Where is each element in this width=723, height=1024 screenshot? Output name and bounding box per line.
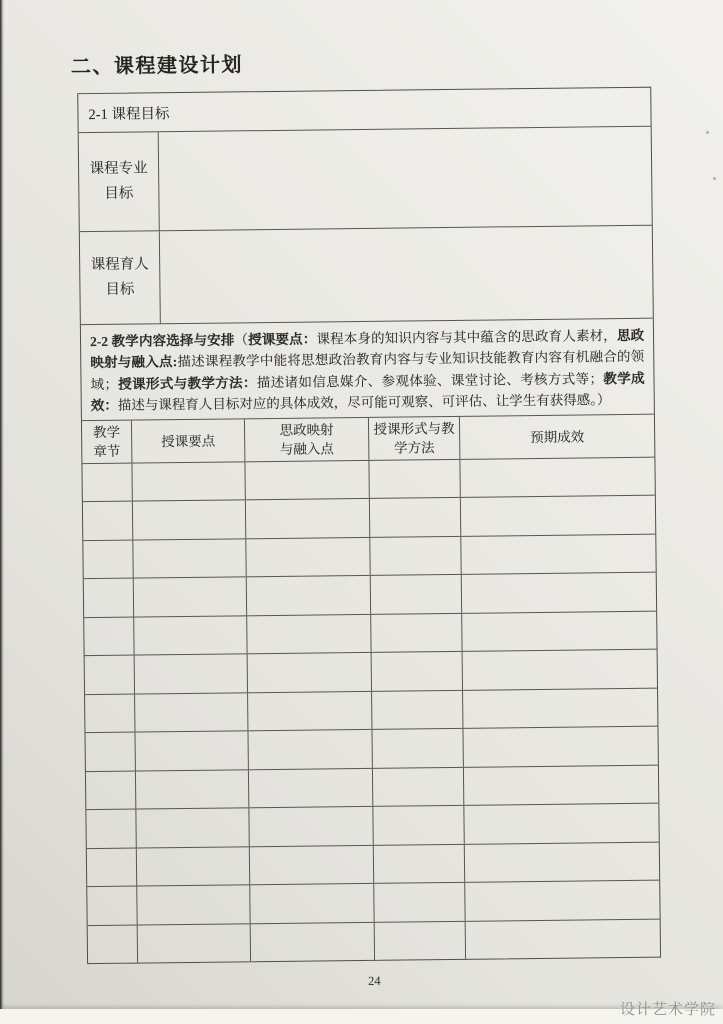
empty-table-cell — [137, 885, 250, 924]
row-label-education-objective — [80, 231, 161, 324]
empty-table-cell — [464, 765, 658, 805]
empty-table-cell — [460, 458, 654, 498]
empty-table-cell — [466, 919, 660, 959]
empty-table-cell — [84, 617, 134, 655]
empty-table-cell — [250, 846, 374, 885]
column-header-teaching-method — [369, 417, 460, 460]
empty-table-cell — [370, 498, 461, 536]
column-header-expected-results — [460, 415, 654, 459]
empty-table-cell — [372, 729, 463, 767]
empty-table-cell — [82, 464, 132, 502]
empty-table-cell — [375, 921, 466, 959]
note-segment: 授课形式与教学方法： — [117, 374, 257, 392]
section-2-2-note — [81, 319, 654, 421]
header-line: 预期成效 — [530, 428, 585, 445]
empty-table-cell — [135, 732, 248, 771]
note-segment: 描述与课程育人目标对应的具体成效，尽可能可观察、可评估、让学生有获得感。） — [117, 392, 611, 413]
empty-table-cell — [245, 461, 369, 500]
table-row — [84, 612, 656, 657]
empty-table-cell — [85, 656, 135, 694]
column-header-ideology-mapping — [245, 418, 369, 461]
header-line: 与融入点 — [279, 441, 334, 457]
empty-table-cell — [87, 848, 137, 886]
note-segment: （ — [234, 332, 249, 348]
empty-table-cell — [369, 460, 460, 498]
empty-table-cell — [85, 694, 135, 732]
empty-table-cell — [251, 923, 375, 962]
empty-table-cell — [246, 538, 370, 577]
column-header-lecture-points — [132, 419, 245, 462]
note-segment: 描述课程教学中能将思想政治教育内容与专业知识技能教育内容有机融合的领域； — [90, 349, 645, 392]
empty-table-cell — [371, 575, 462, 613]
empty-table-cell — [248, 692, 372, 731]
scan-bottom-edge — [0, 1009, 723, 1024]
empty-table-cell — [86, 771, 136, 809]
empty-table-cell — [370, 537, 461, 575]
header-line: 学方法 — [393, 440, 435, 456]
table-row — [82, 458, 654, 503]
empty-rows — [82, 458, 660, 963]
table-row — [86, 765, 658, 810]
page-title: 二、课程建设计划 — [70, 54, 244, 79]
label-line: 课程专业 — [89, 160, 148, 178]
course-plan-form — [77, 87, 661, 964]
empty-table-cell — [461, 535, 655, 575]
empty-table-cell — [83, 502, 133, 540]
header-line: 授课形式与教 — [373, 420, 455, 437]
label-line: 课程育人 — [90, 256, 149, 274]
empty-table-cell — [85, 733, 135, 771]
empty-table-cell — [249, 807, 373, 846]
table-row — [86, 804, 658, 849]
empty-table-cell — [84, 579, 134, 617]
watermark: 设计艺术学院 — [619, 1002, 716, 1018]
label-line: 目标 — [104, 185, 134, 202]
empty-table-cell — [464, 804, 658, 844]
empty-table-cell — [372, 691, 463, 729]
empty-table-cell — [461, 496, 655, 536]
empty-table-cell — [463, 727, 657, 767]
table-row — [83, 535, 655, 580]
empty-table-cell — [373, 768, 464, 806]
empty-table-cell — [86, 810, 136, 848]
empty-table-cell — [135, 655, 248, 694]
empty-table-cell — [136, 770, 249, 809]
empty-table-cell — [132, 462, 245, 501]
empty-table-cell — [250, 884, 374, 923]
empty-table-cell — [134, 578, 247, 617]
table-row — [83, 496, 655, 541]
table-row — [85, 650, 657, 695]
empty-table-cell — [249, 769, 373, 808]
note-segment: 课程本身的知识内容与其中蕴含的思政育人素材， — [316, 328, 617, 347]
empty-table-cell — [83, 541, 133, 579]
note-segment: 教学成效： — [90, 370, 645, 414]
empty-table-cell — [462, 612, 656, 652]
note-segment: 描述诸如信息媒介、参观体验、课堂讨论、考核方式等； — [256, 371, 604, 390]
table-row — [87, 842, 659, 887]
label-line: 目标 — [105, 281, 135, 298]
empty-table-cell — [248, 730, 372, 769]
section-2-1-heading: 2-1 课程目标 — [78, 88, 650, 133]
note-segment: 2-2 教学内容选择与安排 — [89, 332, 235, 350]
empty-table-cell — [465, 881, 659, 921]
header-line: 教学 — [92, 424, 121, 441]
table-row-professional-objective — [79, 127, 652, 232]
row-label-professional-objective — [79, 132, 160, 231]
empty-table-cell — [373, 806, 464, 844]
empty-table-cell — [133, 539, 246, 578]
page-number: 24 — [367, 973, 381, 988]
empty-table-cell — [136, 809, 249, 848]
education-objective-input-cell — [160, 226, 653, 324]
table-row-education-objective — [80, 226, 653, 325]
empty-table-cell — [134, 616, 247, 655]
empty-table-cell — [133, 501, 246, 540]
empty-table-cell — [463, 650, 657, 690]
empty-table-cell — [137, 847, 250, 886]
empty-table-cell — [88, 925, 138, 963]
empty-table-cell — [462, 573, 656, 613]
table-row — [84, 573, 656, 618]
professional-objective-input-cell — [159, 127, 652, 231]
empty-table-cell — [374, 845, 465, 883]
note-segment: 思政映射与融入点: — [90, 327, 645, 371]
table-row — [85, 727, 657, 772]
teaching-table-header — [82, 415, 654, 464]
empty-table-cell — [247, 576, 371, 615]
empty-table-cell — [135, 693, 248, 732]
table-row — [87, 881, 659, 926]
header-line: 授课要点 — [161, 433, 216, 449]
empty-table-cell — [87, 887, 137, 925]
header-line: 章节 — [93, 443, 121, 460]
table-row — [85, 688, 657, 733]
empty-table-cell — [463, 688, 657, 728]
empty-table-cell — [248, 653, 372, 692]
empty-table-cell — [465, 842, 659, 882]
empty-table-cell — [246, 499, 370, 538]
empty-table-cell — [138, 924, 251, 963]
header-line: 思政映射 — [279, 422, 334, 438]
note-segment: 授课要点： — [248, 331, 317, 348]
empty-table-cell — [374, 883, 465, 921]
empty-table-cell — [371, 614, 462, 652]
column-header-teaching-chapter — [82, 421, 132, 464]
empty-table-cell — [247, 615, 371, 654]
empty-table-cell — [372, 652, 463, 690]
table-row — [88, 919, 660, 963]
